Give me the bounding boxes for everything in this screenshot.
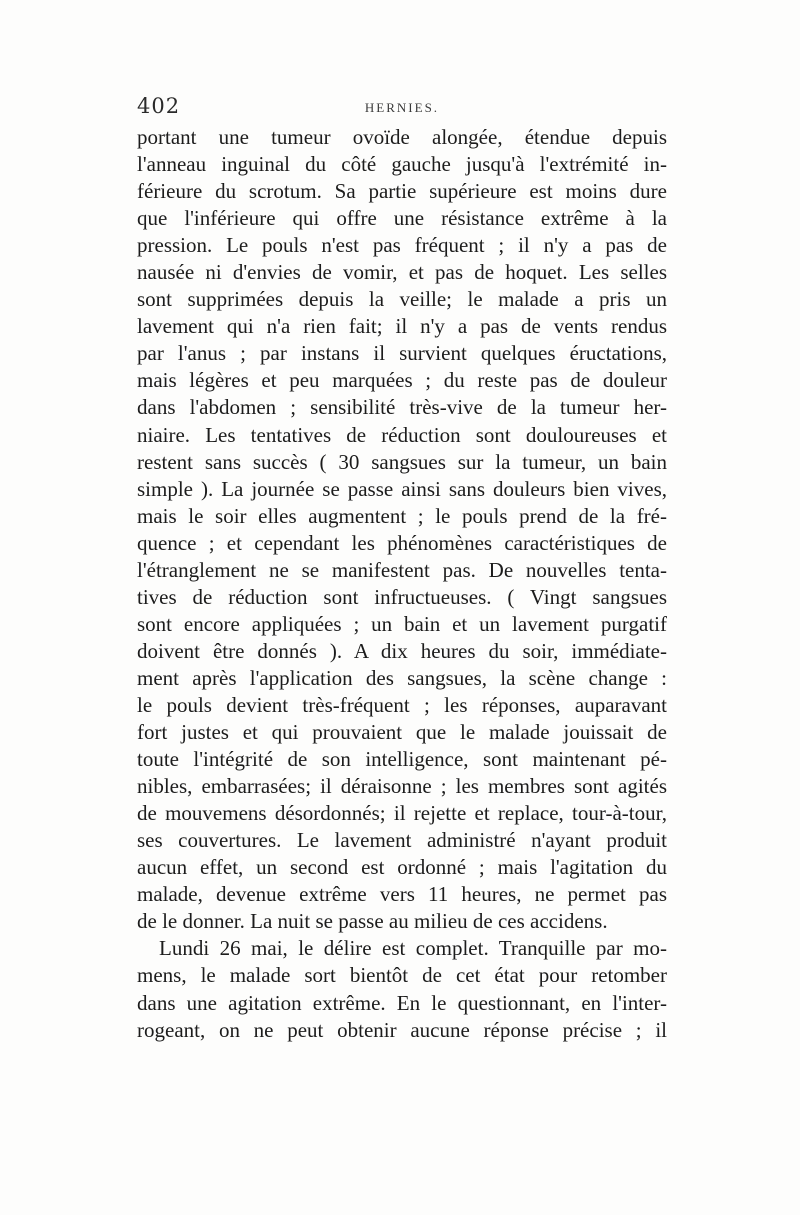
text-line: l'anneau inguinal du côté gauche jusqu'à l'extrémité in- <box>137 152 667 177</box>
text-line: de le donner. La nuit se passe au milieu de ces accidens. <box>137 909 608 934</box>
text-line: dans une agitation extrême. En le questionnant, en l'inter- <box>137 990 667 1015</box>
text-line: par l'anus ; par instans il survient quelques éructations, <box>137 341 667 366</box>
text-line: mais légères et peu marquées ; du reste pas de douleur <box>137 368 667 393</box>
text-line: sont supprimées depuis la veille; le malade a pris un <box>137 287 667 312</box>
text-line: toute l'intégrité de son intelligence, sont maintenant pé- <box>137 747 667 772</box>
text-line: portant une tumeur ovoïde alongée, étendue depuis <box>137 125 667 149</box>
body-text <box>137 124 667 1044</box>
text-line: sont encore appliquées ; un bain et un lavement purgatif <box>137 611 667 636</box>
text-line: rogeant, on ne peut obtenir aucune réponse précise ; il <box>137 1017 667 1042</box>
text-line: doivent être donnés ). A dix heures du soir, immédiate- <box>137 638 667 663</box>
text-line: fort justes et qui prouvaient que le malade jouissait de <box>137 720 667 745</box>
text-line: le pouls devient très-fréquent ; les réponses, auparavant <box>137 692 667 717</box>
text-line: simple ). La journée se passe ainsi sans douleurs bien vives, <box>137 476 667 501</box>
text-line: tives de réduction sont infructueuses. ( Vingt sangsues <box>137 584 667 609</box>
text-line: lavement qui n'a rien fait; il n'y a pas de vents rendus <box>137 314 667 339</box>
page-number: 402 <box>137 94 181 118</box>
running-head <box>137 94 667 124</box>
text-line: férieure du scrotum. Sa partie supérieure est moins dure <box>137 179 667 204</box>
text-line: ses couvertures. Le lavement administré n'ayant produit <box>137 828 667 853</box>
text-line: l'étranglement ne se manifestent pas. De nouvelles tenta- <box>137 557 667 582</box>
running-title: HERNIES. <box>364 100 440 115</box>
text-line: quence ; et cependant les phénomènes caractéristiques de <box>137 530 667 555</box>
text-line: restent sans succès ( 30 sangsues sur la tumeur, un bain <box>137 449 667 474</box>
text-line: que l'inférieure qui offre une résistance extrême à la <box>137 206 667 231</box>
text-line: mais le soir elles augmentent ; le pouls prend de la fré- <box>137 503 667 528</box>
text-line: de mouvemens désordonnés; il rejette et replace, tour-à-tour, <box>137 801 667 826</box>
text-line: aucun effet, un second est ordonné ; mais l'agitation du <box>137 855 667 880</box>
text-line: mens, le malade sort bientôt de cet état pour retomber <box>137 963 667 988</box>
text-line: pression. Le pouls n'est pas fréquent ; il n'y a pas de <box>137 233 667 258</box>
text-line: nibles, embarrasées; il déraisonne ; les membres sont agités <box>137 774 667 799</box>
text-line: niaire. Les tentatives de réduction sont douloureuses et <box>137 422 667 447</box>
text-line: malade, devenue extrême vers 11 heures, ne permet pas <box>137 882 667 907</box>
text-line: ment après l'application des sangsues, la scène change : <box>137 665 667 690</box>
text-line: nausée ni d'envies de vomir, et pas de hoquet. Les selles <box>137 260 667 285</box>
text-line: dans l'abdomen ; sensibilité très-vive de la tumeur her- <box>137 395 667 420</box>
text-line: Lundi 26 mai, le délire est complet. Tranquille par mo- <box>159 936 667 961</box>
